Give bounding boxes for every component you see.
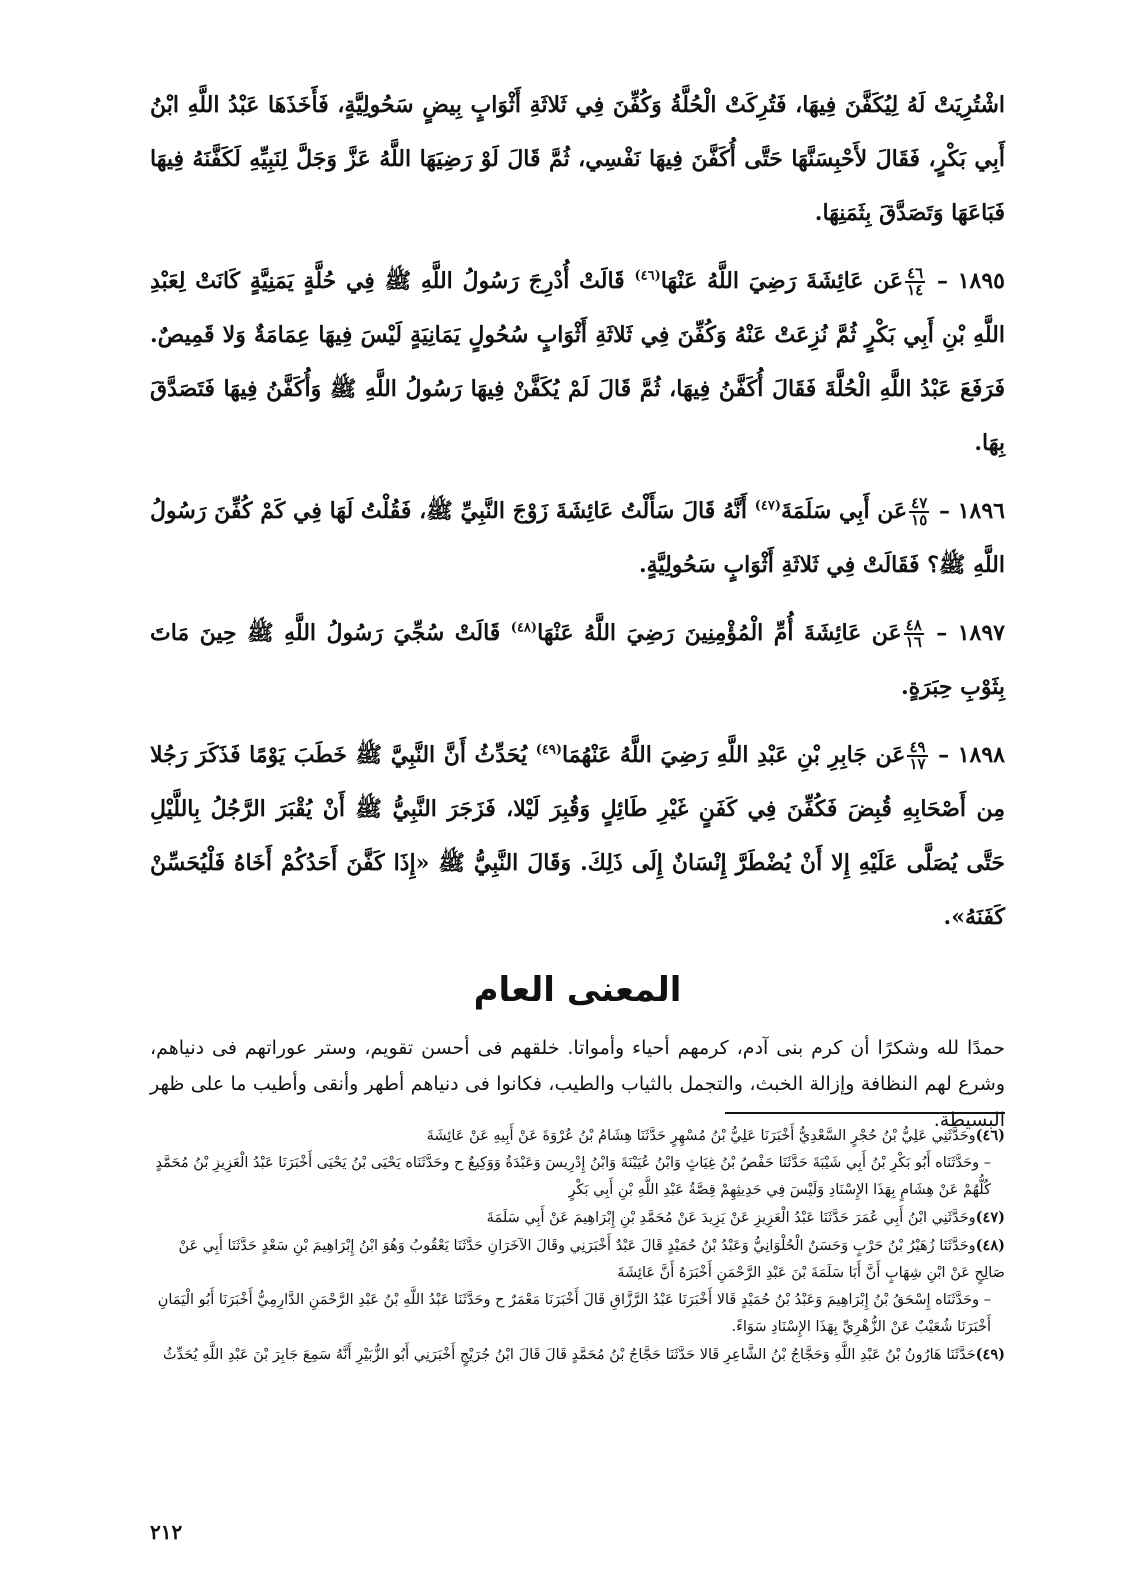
footnote-46-continued: – وحَدَّثَنَاه أَبُو بَكْرِ بْنُ أَبِي شَيْبَةَ حَدَّثَنَا حَفْصُ بْنُ غِيَاثٍ وَابْنُ عُيَيْنَةَ وَابْنُ إِدْرِيسَ وَعَبْدَةُ وَوَكِيعٌ ح وحَدَّثَنَاه يَحْيَى بْنُ يَحْيَى أَخْبَرَنَا عَبْدُ الْعَزِيزِ بْنُ مُحَمَّدٍ كُلُّهُمْ عَنْ هِشَامٍ بِهَذَا الإِسْنَادِ وَلَيْسَ فِي حَدِيثِهِمْ قِصَّةُ عَبْدِ اللَّهِ بْنِ أَبِي بَكْرٍ — [155, 1155, 991, 1198]
hadith-lead: عَن عَائِشَةَ رَضِيَ اللَّهُ عَنْهَا — [660, 268, 904, 294]
hadith-fraction: $\frac{٤٧}{١٥}$ — [911, 494, 928, 529]
hadith-1895 — [150, 254, 1005, 470]
hadith-fraction: $\frac{٤٩}{١٧}$ — [909, 738, 926, 773]
intro-paragraph: اشْتُرِيَتْ لَهُ لِيُكَفَّنَ فِيهَا، فَتُرِكَتْ الْحُلَّةُ وَكُفِّنَ فِي ثَلاثَةِ أَثْوَابٍ بِيضٍ سَحُولِيَّةٍ، فَأَخَذَهَا عَبْدُ اللَّهِ ابْنُ أَبِي بَكْرٍ، فَقَالَ لأَحْبِسَنَّهَا حَتَّى أُكَفَّنَ فِيهَا نَفْسِي، ثُمَّ قَالَ لَوْ رَضِيَهَا اللَّهُ عَزَّ وَجَلَّ لِنَبِيِّهِ لَكَفَّنَهُ فِيهَا فَبَاعَهَا وَتَصَدَّقَ بِثَمَنِهَا. — [150, 92, 1005, 226]
hadith-fraction: $\frac{٤٨}{١٦}$ — [905, 616, 922, 651]
section-paragraph: حمدًا لله وشكرًا أن كرم بنى آدم، كرمهم أحياء وأمواتا. خلقهم فى أحسن تقويم، وستر عوراتهم فى دنياهم، وشرع لهم النظافة وإزالة الخبث، والتجمل بالثياب والطيب، فكانوا فى دنياهم أطهر وأنقى وأطيب ما على ظهر البسيطة. — [150, 1037, 1005, 1131]
footnote-48: (٤٨)وحَدَّثَنَا زُهَيْرُ بْنُ حَرْبٍ وَحَسَنٌ الْحُلْوَانِيُّ وَعَبْدُ بْنُ حُمَيْدٍ قَالَ عَبْدٌ أَخْبَرَنِي وقَالَ الآخَرَانِ حَدَّثَنَا يَعْقُوبُ وَهُوَ ابْنُ إِبْرَاهِيمَ بْنِ سَعْدٍ حَدَّثَنَا أَبِي عَنْ صَالِحٍ عَنْ ابْنِ شِهَابٍ أَنَّ أَبَا سَلَمَةَ بْنَ عَبْدِ الرَّحْمَنِ أَخْبَرَهُ أَنَّ عَائِشَةَ — [178, 1237, 1005, 1281]
hadith-text: قَالَتْ سُجِّيَ رَسُولُ اللَّهِ ﷺ حِينَ مَاتَ بِثَوْبِ حِبَرَةٍ. — [150, 620, 1005, 700]
footnote-ref[interactable]: (٤٦) — [634, 268, 661, 284]
footnote-ref[interactable]: (٤٧) — [754, 498, 782, 514]
footnote-49: (٤٩)حَدَّثَنَا هَارُونُ بْنُ عَبْدِ اللَّهِ وَحَجَّاجُ بْنُ الشَّاعِرِ قَالا حَدَّثَنَا حَجَّاجُ بْنُ مُحَمَّدٍ قَالَ قَالَ ابْنُ جُرَيْجٍ أَخْبَرَنِي أَبُو الزُّبَيْرِ أَنَّهُ سَمِعَ جَابِرَ بْنَ عَبْدِ اللَّهِ يُحَدِّثُ — [163, 1346, 1005, 1363]
hadith-fraction: $\frac{٤٦}{١٤}$ — [907, 264, 924, 299]
section-title: المعنى العام — [473, 970, 682, 1010]
hadith-number: ١٨٩٧ – — [936, 620, 1005, 646]
main-text — [150, 78, 1005, 1138]
hadith-number: ١٨٩٨ – — [938, 742, 1005, 768]
hadith-lead: عَن جَابِرِ بْنِ عَبْدِ اللَّهِ رَضِيَ اللَّهُ عَنْهُمَا — [562, 742, 906, 768]
footnote-46: (٤٦)وحَدَّثَنِي عَلِيُّ بْنُ حُجْرٍ السَّعْدِيُّ أَخْبَرَنَا عَلِيُّ بْنُ مُسْهِرٍ حَدَّثَنَا هِشَامُ بْنُ عُرْوَةَ عَنْ أَبِيهِ عَنْ عَائِشَةَ — [426, 1127, 1005, 1144]
hadith-text: يُحَدِّثُ أَنَّ النَّبِيَّ ﷺ خَطَبَ يَوْمًا فَذَكَرَ رَجُلا مِن أَصْحَابِهِ قُبِضَ فَكُفِّنَ فِي كَفَنٍ غَيْرِ طَائِلٍ وَقُبِرَ لَيْلا، فَزَجَرَ النَّبِيُّ ﷺ أَنْ يُقْبَرَ الرَّجُلُ بِاللَّيْلِ حَتَّى يُصَلَّى عَلَيْهِ إِلا أَنْ يُضْطَرَّ إِنْسَانٌ إِلَى ذَلِكَ. وَقَالَ النَّبِيُّ ﷺ «إِذَا كَفَّنَ أَحَدُكُمْ أَخَاهُ فَلْيُحَسِّنْ كَفَنَهُ». — [150, 742, 1005, 930]
footnotes — [150, 1122, 1005, 1369]
hadith-text: قَالَتْ أُدْرِجَ رَسُولُ اللَّهِ ﷺ فِي حُلَّةٍ يَمَنِيَّةٍ كَانَتْ لِعَبْدِ اللَّهِ بْنِ أَبِي بَكْرٍ ثُمَّ نُزِعَتْ عَنْهُ وَكُفِّنَ فِي ثَلاثَةِ أَثْوَابٍ سُحُولٍ يَمَانِيَةٍ لَيْسَ فِيهَا عِمَامَةٌ وَلا قَمِيصٌ. فَرَفَعَ عَبْدُ اللَّهِ الْحُلَّةَ فَقَالَ أُكَفَّنُ فِيهَا، ثُمَّ قَالَ لَمْ يُكَفَّنْ فِيهَا رَسُولُ اللَّهِ ﷺ وَأُكَفَّنُ فِيهَا فَتَصَدَّقَ بِهَا. — [150, 268, 1005, 456]
hadith-lead: عَن أَبِي سَلَمَةَ — [781, 498, 908, 524]
hadith-text: أَنَّهُ قَالَ سَأَلْتُ عَائِشَةَ زَوْجَ النَّبِيِّ ﷺ، فَقُلْتُ لَهَا فِي كَمْ كُفِّنَ رَسُولُ اللَّهِ ﷺ؟ فَقَالَتْ فِي ثَلاثَةِ أَثْوَابٍ سَحُولِيَّةٍ. — [150, 498, 1005, 578]
footnote-47: (٤٧)وحَدَّثَنِي ابْنُ أَبِي عُمَرَ حَدَّثَنَا عَبْدُ الْعَزِيزِ عَنْ يَزِيدَ عَنْ مُحَمَّدِ بْنِ إِبْرَاهِيمَ عَنْ أَبِي سَلَمَةَ — [486, 1209, 1005, 1226]
hadith-lead: عَن عَائِشَةَ أُمِّ الْمُؤْمِنِينَ رَضِيَ اللَّهُ عَنْهَا — [537, 620, 902, 646]
footnote-48-continued: – وحَدَّثَنَاه إِسْحَقُ بْنُ إِبْرَاهِيمَ وَعَبْدُ بْنُ حُمَيْدٍ قَالا أَخْبَرَنَا عَبْدُ الرَّزَّاقِ قَالَ أَخْبَرَنَا مَعْمَرٌ ح وحَدَّثَنَا عَبْدُ اللَّهِ بْنُ عَبْدِ الرَّحْمَنِ الدَّارِمِيُّ أَخْبَرَنَا أَبُو الْيَمَانِ أَخْبَرَنَا شُعَيْبٌ عَنْ الزُّهْرِيِّ بِهَذَا الإِسْنَادِ سَوَاءً. — [157, 1292, 991, 1335]
footnote-ref[interactable]: (٤٨) — [510, 620, 538, 636]
page-number: ٢١٢ — [150, 1520, 183, 1544]
footnote-divider — [725, 1112, 1005, 1114]
hadith-number: ١٨٩٦ – — [939, 498, 1005, 524]
hadith-1898 — [150, 728, 1005, 944]
footnote-ref[interactable]: (٤٩) — [535, 742, 563, 758]
hadith-1896 — [150, 484, 1005, 592]
hadith-1897 — [150, 606, 1005, 714]
hadith-number: ١٨٩٥ – — [936, 268, 1005, 294]
